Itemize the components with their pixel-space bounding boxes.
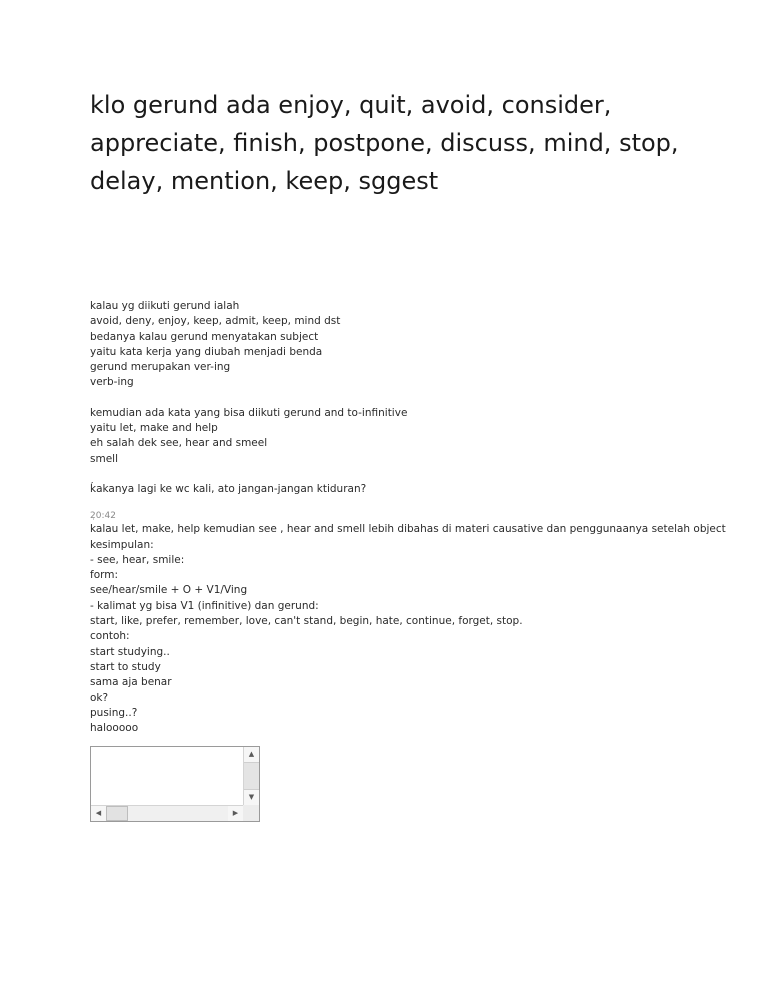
vertical-scroll-track[interactable] [244,762,259,790]
message-line: pusing..? [90,706,138,719]
scroll-right-arrow-icon[interactable]: ▶ [228,806,243,821]
message-line: start, like, prefer, remember, love, can't stand, begin, hate, continue, forget, stop. [90,615,523,628]
message-line: avoid, deny, enjoy, keep, admit, keep, mind dst [90,315,341,328]
message-group-3 [90,482,730,497]
message-line: see/hear/smile + O + V1/Ving [90,584,248,597]
message-group-2 [90,406,730,467]
message-textarea[interactable] [90,746,260,822]
scroll-left-arrow-icon[interactable]: ◀ [91,806,106,821]
message-line: - kalimat yg bisa V1 (infinitive) dan gerund: [90,599,319,612]
message-line: start to study [90,660,161,673]
message-line: kesimpulan: [90,538,154,551]
chat-body [90,299,730,736]
message-input[interactable] [91,747,243,805]
message-line: gerund merupakan ver-ing [90,361,231,374]
message-line: start studying.. [90,645,170,658]
message-line: halooooo [90,722,139,735]
horizontal-scrollbar[interactable] [91,805,243,821]
message-line: eh salah dek see, hear and smeel [90,437,268,450]
horizontal-scroll-thumb[interactable] [106,806,128,821]
message-line: form: [90,569,119,582]
message-line: kemudian ada kata yang bisa diikuti gerund and to-infinitive [90,406,408,419]
message-line: sama aja benar [90,676,172,689]
message-line: - see, hear, smile: [90,553,185,566]
message-line: yaitu kata kerja yang diubah menjadi benda [90,345,323,358]
message-line: yaitu let, make and help [90,422,218,435]
message-line: ḱakanya lagi ke wc kali, ato jangan-jangan ktiduran? [90,482,367,495]
message-group-4 [90,522,730,736]
message-line: kalau let, make, help kemudian see , hear and smell lebih dibahas di materi causative dan penggunaanya setelah object [90,523,726,536]
page-heading: klo gerund ada enjoy, quit, avoid, consider, appreciate, finish, postpone, discuss, mind, stop, delay, mention, keep, sggest [90,91,679,195]
message-line: ok? [90,691,109,704]
message-line: smell [90,452,118,465]
scroll-down-arrow-icon[interactable]: ▼ [244,790,259,805]
message-line: bedanya kalau gerund menyatakan subject [90,330,319,343]
message-line: verb-ing [90,376,134,389]
message-group-1 [90,299,730,391]
message-line: contoh: [90,630,130,643]
scroll-up-arrow-icon[interactable]: ▲ [244,747,259,762]
vertical-scrollbar[interactable] [243,747,259,805]
message-timestamp: 2̣0:42 [90,511,116,522]
resize-corner [243,805,259,821]
message-line: kalau yg diikuti gerund ialah [90,300,240,312]
